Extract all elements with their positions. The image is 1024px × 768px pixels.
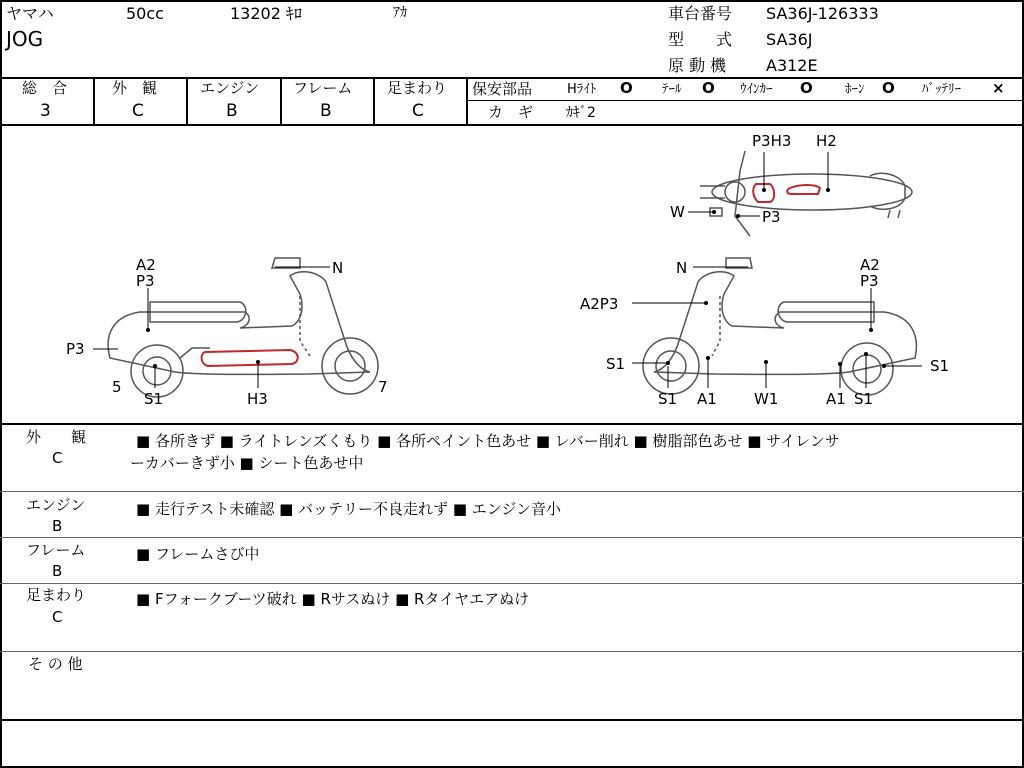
safety-parts-label: 保安部品 — [472, 80, 533, 98]
note-label-frame: フレーム — [26, 541, 86, 559]
divider — [0, 491, 1024, 492]
note-label-exterior: 外 観 — [26, 428, 87, 446]
safety-mark-horn: O — [882, 79, 895, 97]
mileage: 13202 ｷﾛ — [230, 4, 302, 23]
frame-grade-label: フレーム — [293, 79, 353, 97]
note-text-frame: ■ フレームさび中 — [136, 545, 260, 563]
key-value: ｶｷﾞ2 — [566, 105, 596, 121]
damage-area-floor — [202, 350, 298, 366]
note-text-exterior-2: ーカバーきず小 ■ シート色あせ中 — [130, 454, 364, 472]
safety-item-taillight: ﾃｰﾙ — [662, 82, 682, 97]
note-text-exterior-1: ■ 各所きず ■ ライトレンズくもり ■ 各所ペイント色あせ ■ レバー削れ ■ 樹脂部色あせ ■ サイレンサ — [136, 432, 840, 450]
label-left-p3-top: P3 — [136, 272, 155, 290]
scooter-diagram — [0, 126, 1024, 423]
divider — [280, 77, 282, 126]
label-top-h2: H2 — [816, 132, 837, 150]
divider — [0, 537, 1024, 538]
note-text-engine: ■ 走行テスト未確認 ■ バッテリー不良走れず ■ エンジン音小 — [136, 500, 562, 518]
label-right-s1-bottom: S1 — [658, 390, 678, 408]
note-grade-suspension: C — [52, 608, 63, 626]
exterior-grade-value: C — [132, 101, 144, 121]
label-right-s1-b: S1 — [854, 390, 874, 408]
label-left-h3: H3 — [247, 390, 268, 408]
label-left-7: 7 — [378, 378, 388, 396]
total-grade-label: 総 合 — [22, 79, 68, 97]
exterior-grade-label: 外 観 — [112, 79, 158, 97]
label-right-s1-left: S1 — [606, 355, 626, 373]
divider — [0, 719, 1024, 721]
engine-model-label: 原 動 機 — [668, 56, 727, 75]
label-right-a2: A2 — [860, 256, 880, 274]
model-name: JOG — [6, 27, 44, 51]
note-text-suspension: ■ Fフォークブーツ破れ ■ Rサスぬけ ■ Rタイヤエアぬけ — [136, 590, 530, 608]
maker: ヤマハ — [6, 4, 54, 23]
divider — [0, 583, 1024, 584]
key-label: カ ギ — [488, 103, 534, 121]
label-left-p3: P3 — [66, 340, 85, 358]
engine-model-value: A312E — [766, 56, 818, 75]
safety-item-winker: ｳｲﾝｶｰ — [740, 82, 773, 97]
label-right-n: N — [676, 259, 688, 277]
safety-mark-headlight: O — [620, 79, 633, 97]
divider — [0, 651, 1024, 652]
label-left-a2: A2 — [136, 256, 156, 274]
divider — [373, 77, 375, 126]
note-grade-frame: B — [52, 562, 63, 580]
type-label: 型 式 — [668, 30, 733, 49]
label-left-s1: S1 — [144, 390, 164, 408]
displacement: 50cc — [126, 4, 164, 23]
divider — [466, 77, 468, 126]
label-top-p3: P3 — [762, 208, 781, 226]
label-right-a2p3: A2P3 — [580, 295, 619, 313]
divider — [186, 77, 188, 126]
engine-grade-label: エンジン — [200, 79, 260, 97]
label-right-p3: P3 — [860, 272, 879, 290]
safety-item-battery: ﾊﾞｯﾃﾘｰ — [922, 82, 961, 97]
frame-number-value: SA36J-126333 — [766, 4, 879, 23]
note-label-engine: エンジン — [26, 496, 86, 514]
color: ｱｶ — [393, 5, 407, 21]
note-grade-engine: B — [52, 517, 63, 535]
safety-mark-battery: × — [992, 79, 1005, 97]
note-label-other: そ の 他 — [28, 655, 83, 673]
safety-mark-taillight: O — [702, 79, 715, 97]
safety-item-horn: ﾎｰﾝ — [845, 82, 865, 97]
engine-grade-value: B — [226, 101, 238, 121]
label-top-p3h3: P3H3 — [752, 132, 792, 150]
label-left-n: N — [332, 259, 344, 277]
note-label-suspension: 足まわり — [26, 586, 87, 604]
total-grade-value: 3 — [40, 101, 51, 121]
divider — [0, 423, 1024, 425]
frame-grade-value: B — [320, 101, 332, 121]
label-left-5: 5 — [112, 378, 122, 396]
divider — [93, 77, 95, 126]
label-right-w1: W1 — [754, 390, 779, 408]
label-right-s1-right: S1 — [930, 357, 950, 375]
suspension-grade-label: 足まわり — [387, 79, 448, 97]
label-right-a1-b: A1 — [826, 390, 846, 408]
type-value: SA36J — [766, 30, 813, 49]
label-top-w: W — [670, 203, 685, 221]
note-grade-exterior: C — [52, 449, 63, 467]
damage-area-top-right — [787, 185, 820, 194]
safety-mark-winker: O — [800, 79, 813, 97]
label-right-a1: A1 — [697, 390, 717, 408]
divider — [466, 100, 1024, 101]
frame-number-label: 車台番号 — [668, 4, 733, 23]
suspension-grade-value: C — [412, 101, 424, 121]
safety-item-headlight: Hﾗｲﾄ — [567, 82, 597, 97]
